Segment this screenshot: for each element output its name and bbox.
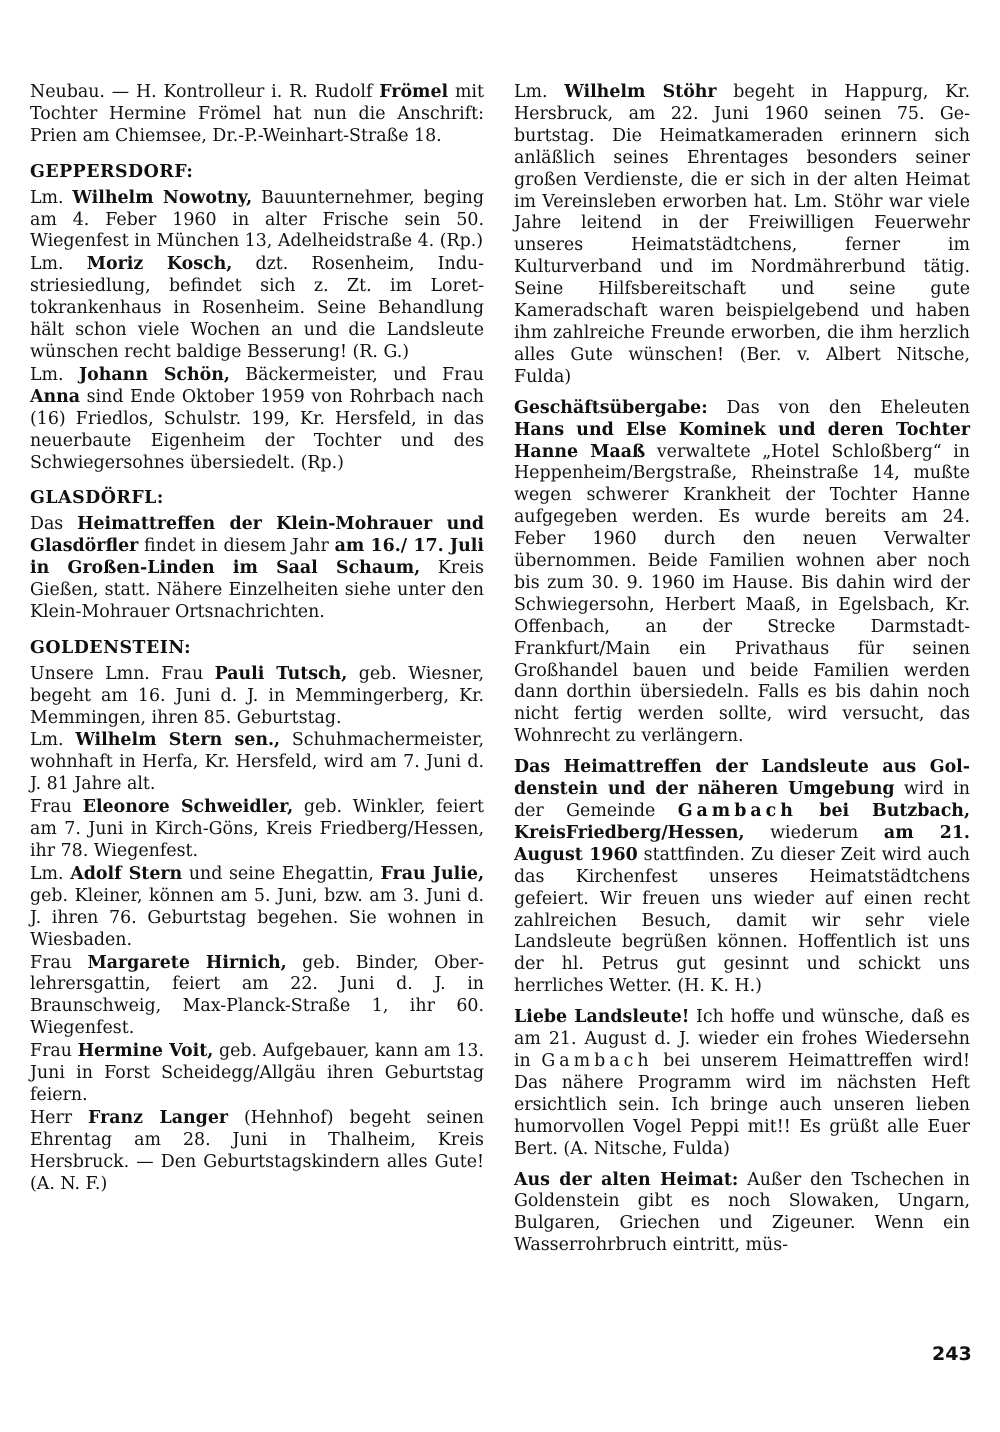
- paragraph-voit: Frau Hermine Voit, geb. Aufgebauer, kann am 13. Juni in Forst Scheidegg/Allgäu ihren Geburtstag feiern.: [30, 1041, 484, 1105]
- heading-glasdoerfl: GLASDÖRFL:: [30, 488, 164, 509]
- paragraph-geschaeftsuebergabe: Geschäftsübergabe: Das von den Eheleuten Hans und Else Kominek und deren Tochter Hanne Maaß verwaltete „Hotel Schloßberg“ in Heppenheim/Bergstraße, Rheinstraße 14, mußte wegen schwerer Krankheit der Tochter Hanne aufgegeben werden. Es wurde bereits am 24. Feber 1960 durch den neuen Verwalter übernommen. Beide Familien wohnen aber noch bis zum 30. 9. 1960 im Hause. Bis dahin wird der Schwiegersohn, Herbert Maaß, in Egelsbach, Kr. Offenbach, an der Strecke Darmstadt-Frankfurt/Main ein Privathaus für seinen Großhandel bauen und beide Familien werden dann dorthin übersiedeln. Falls es bis dahin noch nicht fertig werden sollte, wird versucht, das Wohnrecht zu verlängern.: [514, 397, 970, 747]
- paragraph-adolf-stern: Lm. Adolf Stern und seine Ehegattin, Frau Julie, geb. Kleiner, können am 5. Juni, bzw. am 3. Juni d. J. ihren 76. Geburtstag begehen. Sie wohnen in Wiesbaden.: [30, 863, 485, 950]
- right-column: [514, 82, 970, 1257]
- paragraph-liebe-landsleute: Liebe Landsleute! Ich hoffe und wünsche, daß es am 21. August d. J. wieder ein frohes Wiedersehn in Gambach bei unserem Heimattreffen wird! Das nähere Programm wird im nächsten Heft ersichtlich sein. Ich bringe auch unseren lieben humorvollen Vogel Peppi mit!! Es grüßt alle Euer Bert. (A. Nitsche, Fulda): [514, 1007, 970, 1159]
- paragraph-hirnich: Frau Margarete Hirnich, geb. Binder, Oberlehrersgattin, feiert am 22. Juni d. J. in Braunschweig, Max-Planck-Straße 1, ihr 60. Wiegenfest.: [30, 952, 485, 1039]
- paragraph-heimattreffen-goldenstein: Das Heimattreffen der Landsleute aus Goldenstein und der näheren Umgebung wird in der Gemeinde Gambach bei Butzbach, KreisFriedberg/Hessen, wiederum am 21. August 1960 stattfinden. Zu dieser Zeit wird auch das Kirchenfest unseres Heimatstädtchens gefeiert. Wir freuen uns wieder auf einen recht zahlreichen Besuch, damit wir sehr viele Landsleute begrüßen können. Hoffentlich ist uns der hl. Petrus gut gesinnt und schickt uns herrliches Wetter. (H. K. H.): [514, 757, 971, 997]
- heading-goldenstein: GOLDENSTEIN:: [30, 637, 192, 658]
- paragraph-kosch: Lm. Moriz Kosch, dzt. Rosenheim, Industriesiedlung, befindet sich z. Zt. im Lorettokrankenhaus in Rosenheim. Seine Behandlung hält schon viele Wochen an und die Landsleute wünschen recht baldige Besserung! (R. G.): [30, 254, 484, 362]
- paragraph-schoen: Lm. Johann Schön, Bäckermeister, und Frau Anna sind Ende Oktober 1959 von Rohrbach nach (16) Friedlos, Schulstr. 199, Kr. Hersfeld, in das neuerbaute Eigenheim der Tochter und des Schwiegersohnes übersiedelt. (Rp.): [30, 364, 484, 473]
- paragraph-schweidler: Frau Eleonore Schweidler, geb. Winkler, feiert am 7. Juni in Kirch-Göns, Kreis Friedberg/Hessen, ihr 78. Wiegenfest.: [30, 797, 484, 861]
- paragraph-nowotny: Lm. Wilhelm Nowotny, Bauunternehmer, beging am 4. Feber 1960 in alter Frische sein 50. Wiegenfest in München 13, Adelheidstraße 4. (Rp.): [30, 187, 484, 252]
- paragraph-heimattreffen-klein-mohrau: Das Heimattreffen der Klein-Mohrauer und Glasdörfler findet in diesem Jahr am 16./ 17. Juli in Großen-Linden im Saal Schaum, Kreis Gießen, statt. Nähere Einzelheiten siehe unter den Klein-Mohrauer Ortsnachrichten.: [30, 514, 485, 622]
- paragraph-stern-sen: Lm. Wilhelm Stern sen., Schuhmachermeister, wohnhaft in Herfa, Kr. Hersfeld, wird am 7. Juni d. J. 81 Jahre alt.: [30, 730, 484, 795]
- heading-geppersdorf: GEPPERSDORF:: [30, 161, 194, 182]
- paragraph-froemel: Neubau. — H. Kontrolleur i. R. Rudolf Frömel mit Tochter Hermine Frömel hat nun die Anschrift: Prien am Chiemsee, Dr.-P.-Weinhart-Straße 18.: [30, 82, 484, 146]
- left-column: [30, 82, 484, 1196]
- page-number: 243: [932, 1343, 972, 1365]
- paragraph-tutsch: Unsere Lmn. Frau Pauli Tutsch, geb. Wiesner, begeht am 16. Juni d. J. in Memmingerberg, Kr. Memmingen, ihren 85. Geburtstag.: [30, 663, 485, 728]
- paragraph-langer: Herr Franz Langer (Hehnhof) begeht seinen Ehrentag am 28. Juni in Thalheim, Kreis Hersbruck. — Den Geburtstagskindern alles Gute! (A. N. F.): [30, 1107, 484, 1194]
- paragraph-stoehr: Lm. Wilhelm Stöhr begeht in Happurg, Kr. Hersbruck, am 22. Juni 1960 seinen 75. Geburtstag. Die Heimatkameraden erinnern sich anläßlich seines Ehrentages besonders seiner großen Verdienste, die er sich in der alten Heimat im Vereinsleben erworben hat. Lm. Stöhr war viele Jahre leitend in der Freiwilligen Feuerwehr unseres Heimatstädtchens, ferner im Kulturverband und im Nordmährerbund tätig. Seine Hilfsbereitschaft und seine gute Kameradschaft waren beispielgebend und haben ihm zahlreiche Freunde erworben, die ihm herzlich alles Gute wünschen! (Ber. v. Albert Nitsche, Fulda): [514, 82, 970, 387]
- paragraph-alte-heimat: Aus der alten Heimat: Außer den Tschechen in Goldenstein gibt es noch Slowaken, Ungarn, Bulgaren, Griechen und Zigeuner. Wenn ein Wasserrohrbruch eintritt, müs-: [514, 1169, 970, 1256]
